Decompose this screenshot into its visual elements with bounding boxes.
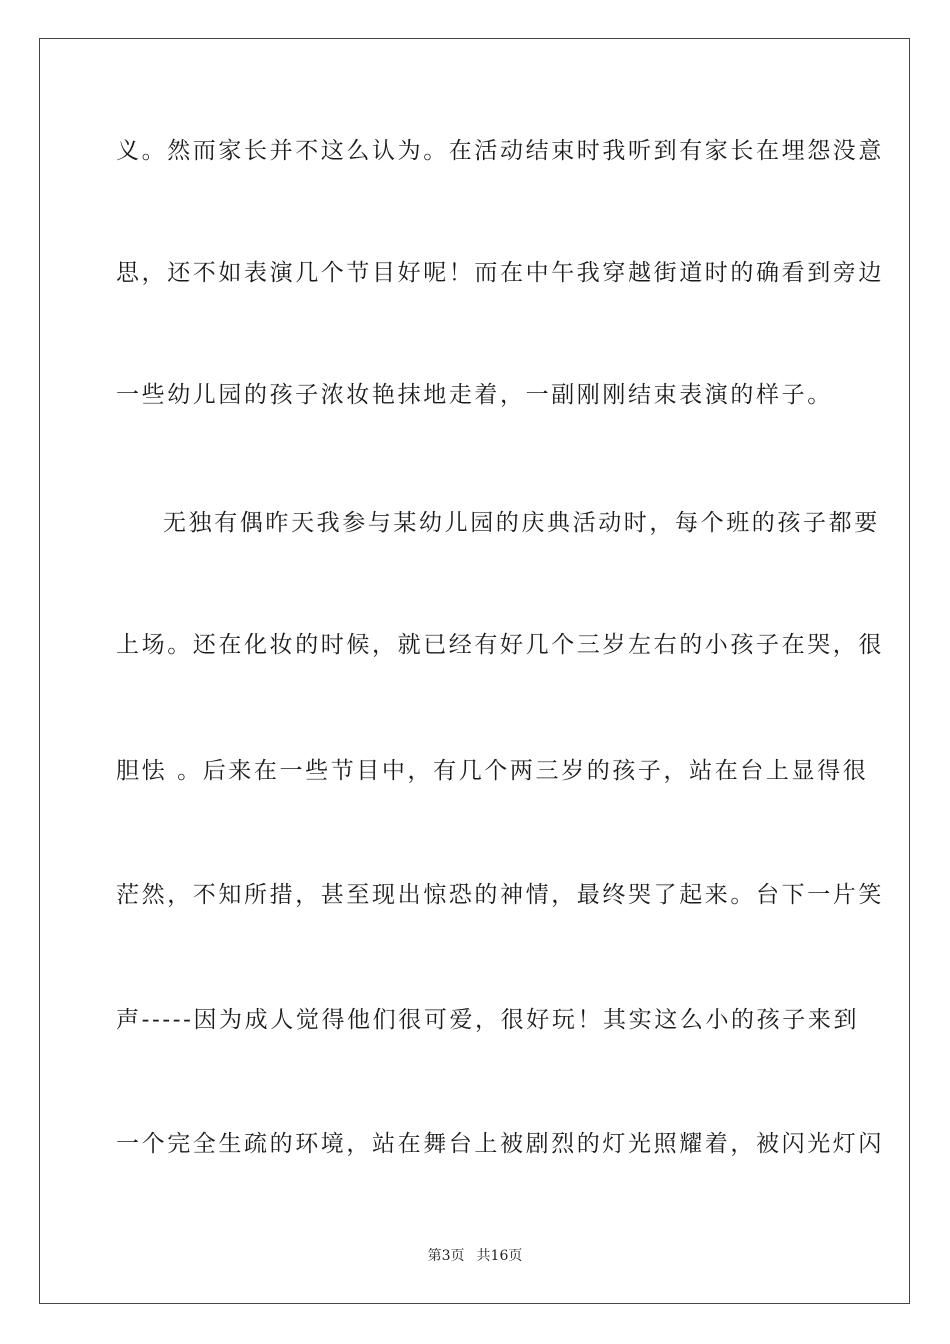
paragraph-line: 思，还不如表演几个节目好呢！而在中午我穿越街道时的确看到旁边 [116,260,884,286]
page-total: 共16页 [476,1248,523,1264]
page-frame [39,38,910,1304]
paragraph-line: 茫然，不知所措，甚至现出惊恐的神情，最终哭了起来。台下一片笑 [116,882,884,908]
paragraph-line: 声-----因为成人觉得他们很可爱，很好玩！其实这么小的孩子来到 [116,1007,860,1033]
paragraph-line: 上场。还在化妆的时候，就已经有好几个三岁左右的小孩子在哭，很 [116,632,884,658]
paragraph-line: 义。然而家长并不这么认为。在活动结束时我听到有家长在埋怨没意 [116,138,884,164]
paragraph-line: 一些幼儿园的孩子浓妆艳抹地走着，一副刚刚结束表演的样子。 [116,382,833,408]
page-footer [0,1247,950,1265]
page-number: 第3页 [427,1248,465,1264]
paragraph-line: 无独有偶昨天我参与某幼儿园的庆典活动时，每个班的孩子都要 [163,510,880,536]
paragraph-line: 胆怯 。后来在一些节目中，有几个两三岁的孩子，站在台上显得很 [116,758,869,784]
paragraph-line: 一个完全生疏的环境，站在舞台上被剧烈的灯光照耀着，被闪光灯闪 [116,1131,884,1157]
